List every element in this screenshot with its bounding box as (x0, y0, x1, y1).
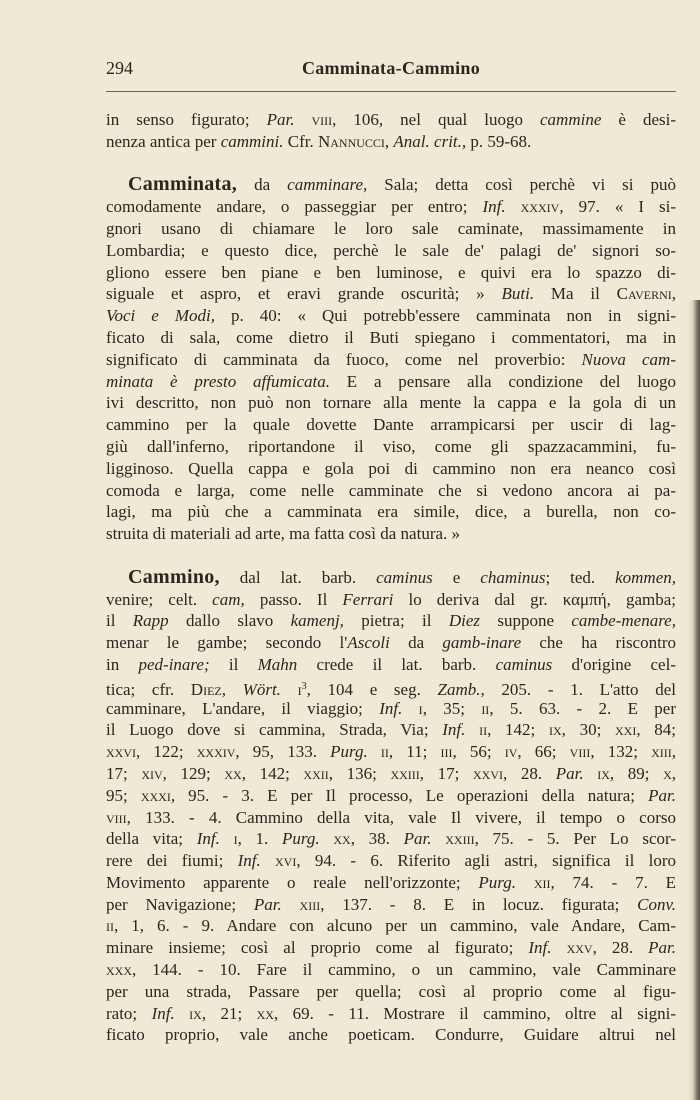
text-run: , 97. « I si- (559, 197, 676, 217)
italic-run: Rapp (132, 611, 169, 631)
italic-run: Par. (266, 110, 295, 129)
small-caps-run: xxvi (106, 742, 136, 762)
text-run: , 106, nel qual luogo (332, 110, 540, 129)
text-run: 17; (106, 763, 142, 783)
small-caps-run: xiii (651, 742, 672, 762)
small-caps-run: ii (465, 720, 488, 740)
italic-run: minata è presto affumicata. (106, 371, 330, 391)
text-run: Sala; detta così perchè vi si può (367, 175, 677, 195)
small-caps-run: xxxi (140, 785, 171, 805)
text-run: , 75. - 5. Per Lo scor- (474, 829, 677, 849)
italic-run: Purg. (282, 829, 320, 849)
text-run: , (384, 131, 394, 151)
text-line (106, 327, 676, 349)
text-run: , 144. - 10. Fare il cammino, o un cammino, vale Camminare (132, 960, 676, 980)
text-line (106, 523, 676, 545)
italic-run: gamb-inare (442, 633, 522, 653)
italic-run: Par. (648, 938, 677, 958)
italic-run: cammine (540, 110, 602, 129)
text-run: , 56; (452, 742, 505, 762)
text-line (106, 262, 676, 284)
text-line (106, 501, 676, 523)
text-line (106, 981, 676, 1003)
italic-run: Nuova cam- (581, 349, 676, 369)
text-run: , 69. - 11. Mostrare il cammino, oltre al signi- (273, 1003, 676, 1023)
text-line (106, 218, 676, 240)
text-run: , 5. 63. - 2. E per (489, 698, 676, 718)
italic-run: cammini. (220, 131, 284, 151)
small-caps-run: xxiii (431, 829, 475, 849)
small-caps-run: ix (174, 1003, 202, 1023)
italic-run: Conv. (637, 894, 676, 914)
italic-run: Ascoli (347, 633, 390, 653)
text-line (106, 392, 676, 414)
superscript: 3 (301, 680, 307, 692)
text-run: giù dall'inferno, riportandone il viso, come gli spazzacammini, fu- (106, 436, 676, 456)
text-run: p. 59-68. (466, 131, 532, 151)
small-caps-run: xx (319, 829, 351, 849)
text-run: , 95. - 3. E per Il processo, Le operazioni della natura; (170, 785, 649, 805)
italic-run: Purg. (330, 742, 368, 762)
text-line (106, 349, 676, 371)
small-caps-run: xxxiv (505, 197, 560, 217)
text-line (106, 436, 676, 458)
text-run: che ha riscontro (521, 633, 676, 653)
text-line (106, 763, 676, 785)
small-caps-run: x (663, 763, 672, 783)
continued-paragraph (106, 109, 676, 153)
small-caps-run: viii (106, 807, 127, 827)
small-caps-run: xx (224, 763, 242, 783)
headword: Cammino, (128, 565, 220, 588)
text-run: significato di camminata da fuoco, come nel proverbio: (106, 349, 582, 369)
small-caps-run: ix (583, 763, 610, 783)
text-run: , 28. (592, 938, 649, 958)
text-line (106, 414, 676, 436)
text-line (106, 959, 676, 981)
italic-run: camminare, (287, 175, 368, 195)
text-run: , 1, 6. - 9. Andare con alcuno per un cammino, vale Andare, Cam- (114, 916, 676, 936)
italic-run: Inf. (442, 720, 466, 740)
text-run: , 84; (636, 720, 676, 740)
text-run: ivi descritto, non può non tornare alla mente la cappa e la gola di un (106, 393, 676, 413)
text-run: E a pensare alla condizione del luogo (329, 371, 676, 391)
text-run: camminare, L'andare, il viaggio; (106, 698, 380, 718)
text-run: , (671, 284, 677, 304)
text-run: , 30; (561, 720, 615, 740)
text-run: ficato di sala, come dietro il Buti spiegano i commentatori, ma in (106, 327, 676, 347)
dictionary-entry (106, 174, 676, 545)
text-run: per una strada, Passare per quella; così al proprio come al figu- (106, 981, 676, 1001)
small-caps-run: xxiii (390, 763, 420, 783)
text-run: da (389, 633, 443, 653)
small-caps-run: i (280, 679, 302, 699)
small-caps-run: iv (504, 742, 518, 762)
text-run: dal lat. barb. (219, 567, 377, 587)
text-run: e (432, 567, 481, 587)
italic-run: kommen, (615, 567, 677, 587)
text-line (106, 589, 676, 611)
italic-run: Inf. (528, 938, 552, 958)
small-caps-run: Caverni (616, 284, 672, 304)
text-line (106, 567, 676, 589)
small-caps-run: i (402, 698, 423, 718)
text-line (106, 654, 676, 676)
text-run: gliono essere ben piane e ben luminose, e quivi era lo spazzo di- (106, 262, 676, 282)
text-run: della vita; (106, 829, 197, 849)
italic-run: chaminus (480, 567, 546, 587)
text-run: ligginoso. Quella cappa e gola poi di cammino non era neanco così (106, 458, 676, 478)
small-caps-run: Diez (190, 679, 222, 699)
italic-run: Voci e Modi, (106, 306, 215, 326)
text-run: , 74. - 7. E (550, 872, 676, 892)
text-line (106, 741, 676, 763)
text-run: , 21; (201, 1003, 257, 1023)
italic-run: cam, (212, 589, 245, 609)
italic-run: Zamb., (437, 679, 485, 699)
text-run: per Navigazione; (106, 894, 254, 914)
italic-run: Par. (253, 894, 282, 914)
italic-run: Inf. (379, 698, 403, 718)
text-run: lagi, ma più che a camminata era simile, dice, a burella, non co- (106, 502, 676, 522)
text-line (106, 632, 676, 654)
text-run: d'origine cel- (552, 654, 676, 674)
text-run: Movimento apparente o reale nell'orizzonte; (106, 872, 479, 892)
text-run: , 132; (590, 742, 652, 762)
small-caps-run: ii (106, 916, 114, 936)
text-run: gnori usano di chiamare le loro sale caminate, massimamente in (106, 218, 676, 238)
text-run: p. 40: « Qui potrebb'essere camminata non in signi- (214, 306, 677, 326)
small-caps-run: iii (440, 742, 453, 762)
text-run: il (106, 611, 133, 631)
italic-run: Ferrari (342, 589, 394, 609)
text-line (106, 240, 676, 262)
small-caps-run: i (219, 829, 238, 849)
text-run: minare insieme; così al proprio come al figurato; (106, 938, 529, 958)
text-run: comodamente andare, o passeggiar per entro; (106, 197, 483, 217)
text-run: dallo slavo (168, 611, 291, 631)
text-run: cammino per la quale dovette Dante arrampicarsi per uscir di lag- (106, 415, 676, 435)
text-line (106, 458, 676, 480)
text-run: , 17; (419, 763, 473, 783)
small-caps-run: xxii (303, 763, 329, 783)
text-run: , 11; (388, 742, 441, 762)
small-caps-run: xxi (615, 720, 637, 740)
text-run: , 142; (487, 720, 549, 740)
text-run: , (221, 679, 243, 699)
text-run: ficato proprio, vale anche poeticam. Condurre, Guidare altrui nel (106, 1025, 676, 1045)
text-line (106, 480, 676, 502)
text-run: , 38. (350, 829, 404, 849)
text-line (106, 915, 676, 937)
small-caps-run: xxvi (472, 763, 503, 783)
text-line (106, 937, 676, 959)
text-run: in (106, 654, 139, 674)
small-caps-run: xxx (106, 960, 132, 980)
text-line (106, 676, 676, 698)
italic-run: caminus (376, 567, 433, 587)
small-caps-run: ii (367, 742, 389, 762)
text-run: , 136; (328, 763, 391, 783)
text-line (106, 131, 676, 153)
text-run: 205. - 1. L'atto del (484, 679, 676, 699)
text-line (106, 850, 676, 872)
small-caps-run: xxxiv (196, 742, 236, 762)
italic-run: Buti. (501, 284, 535, 304)
italic-run: Inf. (196, 829, 220, 849)
text-run: passo. Il (244, 589, 343, 609)
headword: Camminata, (128, 173, 238, 196)
text-line (106, 807, 676, 829)
text-run: , 104 e seg. (306, 679, 438, 699)
italic-run: Par. (648, 785, 676, 805)
text-run: ; ted. (545, 567, 616, 587)
text-line (106, 174, 676, 196)
small-caps-run: viii (569, 742, 591, 762)
text-line (106, 719, 676, 741)
text-run: nenza antica per (106, 131, 221, 151)
text-run: , 142; (241, 763, 304, 783)
text-run: rere dei fiumi; (106, 851, 238, 871)
text-line (106, 196, 676, 218)
small-caps-run: xiii (281, 894, 321, 914)
text-run: lo deriva dal gr. καμπή, gamba; (393, 589, 676, 609)
small-caps-run: xx (256, 1003, 274, 1023)
text-run: siguale et aspro, et eravi grande oscurità; » (106, 284, 502, 304)
small-caps-run: xvi (260, 851, 297, 871)
text-run: , 66; (517, 742, 570, 762)
text-run: il Luogo dove si cammina, Strada, Via; (106, 720, 443, 740)
text-run: , (671, 742, 676, 762)
italic-run: Wört. (242, 679, 281, 699)
page-header (106, 58, 676, 82)
italic-run: caminus (495, 654, 553, 674)
text-run: , 94. - 6. Riferito agli astri, significa il loro (296, 851, 676, 871)
text-run: , 133. - 4. Cammino della vita, vale Il vivere, il tempo o corso (126, 807, 676, 827)
italic-run: Diez (448, 611, 480, 631)
text-run: suppone (480, 611, 572, 631)
text-run: tica; cfr. (106, 679, 191, 699)
small-caps-run: ix (548, 720, 562, 740)
text-run: è desi- (601, 110, 676, 129)
text-run: struita di materiali ad arte, ma fatta così da natura. » (106, 524, 461, 544)
text-run: , (671, 763, 676, 783)
text-run: Lombardia; e questo dice, perchè le sale de' palagi de' signori so- (106, 240, 676, 260)
text-run: 95; (106, 785, 141, 805)
italic-run: kamenj, (290, 611, 344, 631)
small-caps-run: ii (481, 698, 490, 718)
text-run: , 129; (162, 763, 225, 783)
text-run: , 28. (502, 763, 556, 783)
text-line (106, 872, 676, 894)
small-caps-run: xiv (141, 763, 163, 783)
text-run: il (209, 654, 258, 674)
italic-run: Purg. (478, 872, 517, 892)
small-caps-run: Nannucci (317, 131, 385, 151)
italic-run: Inf. (151, 1003, 175, 1023)
text-run: venire; celt. (106, 589, 213, 609)
text-run: , 35; (422, 698, 482, 718)
small-caps-run: xii (516, 872, 551, 892)
italic-run: Anal. crit., (393, 131, 467, 151)
page-number: 294 (106, 58, 133, 78)
small-caps-run: xxv (551, 938, 593, 958)
text-run: , 89; (609, 763, 664, 783)
text-run: pietra; il (343, 611, 449, 631)
text-line (106, 371, 676, 393)
book-edge-top (688, 0, 700, 300)
italic-run: Par. (555, 763, 584, 783)
italic-run: Inf. (237, 851, 261, 871)
text-run: rato; (106, 1003, 152, 1023)
header-rule (106, 91, 676, 92)
text-line (106, 283, 676, 305)
text-run: , 122; (136, 742, 197, 762)
text-run: , 95, 133. (235, 742, 331, 762)
text-line (106, 305, 676, 327)
dictionary-entry (106, 567, 676, 1047)
text-line (106, 894, 676, 916)
text-line (106, 610, 676, 632)
text-run: da (237, 175, 288, 195)
text-line (106, 698, 676, 720)
italic-run: Mahn (257, 654, 298, 674)
text-line (106, 828, 676, 850)
italic-run: cambe-menare, (571, 611, 676, 631)
text-run: in senso figurato; (106, 110, 267, 129)
italic-run: Par. (403, 829, 432, 849)
text-line (106, 785, 676, 807)
text-run: crede il lat. barb. (297, 654, 496, 674)
text-line (106, 1024, 676, 1046)
small-caps-run: viii (294, 110, 333, 129)
italic-run: ped-inare; (138, 654, 210, 674)
text-run: , 137. - 8. E in locuz. figurata; (320, 894, 638, 914)
text-run: Cfr. (283, 131, 318, 151)
page-body (106, 109, 676, 1068)
text-line (106, 1003, 676, 1025)
text-run: menar le gambe; secondo l' (106, 633, 348, 653)
text-run: comoda e larga, come nelle camminate che si vedono ancora ai pa- (106, 480, 676, 500)
running-head: Camminata-Cammino (301, 58, 481, 78)
text-line (106, 109, 676, 131)
text-run: , 1. (237, 829, 283, 849)
italic-run: Inf. (482, 197, 506, 217)
text-run: Ma il (534, 284, 617, 304)
